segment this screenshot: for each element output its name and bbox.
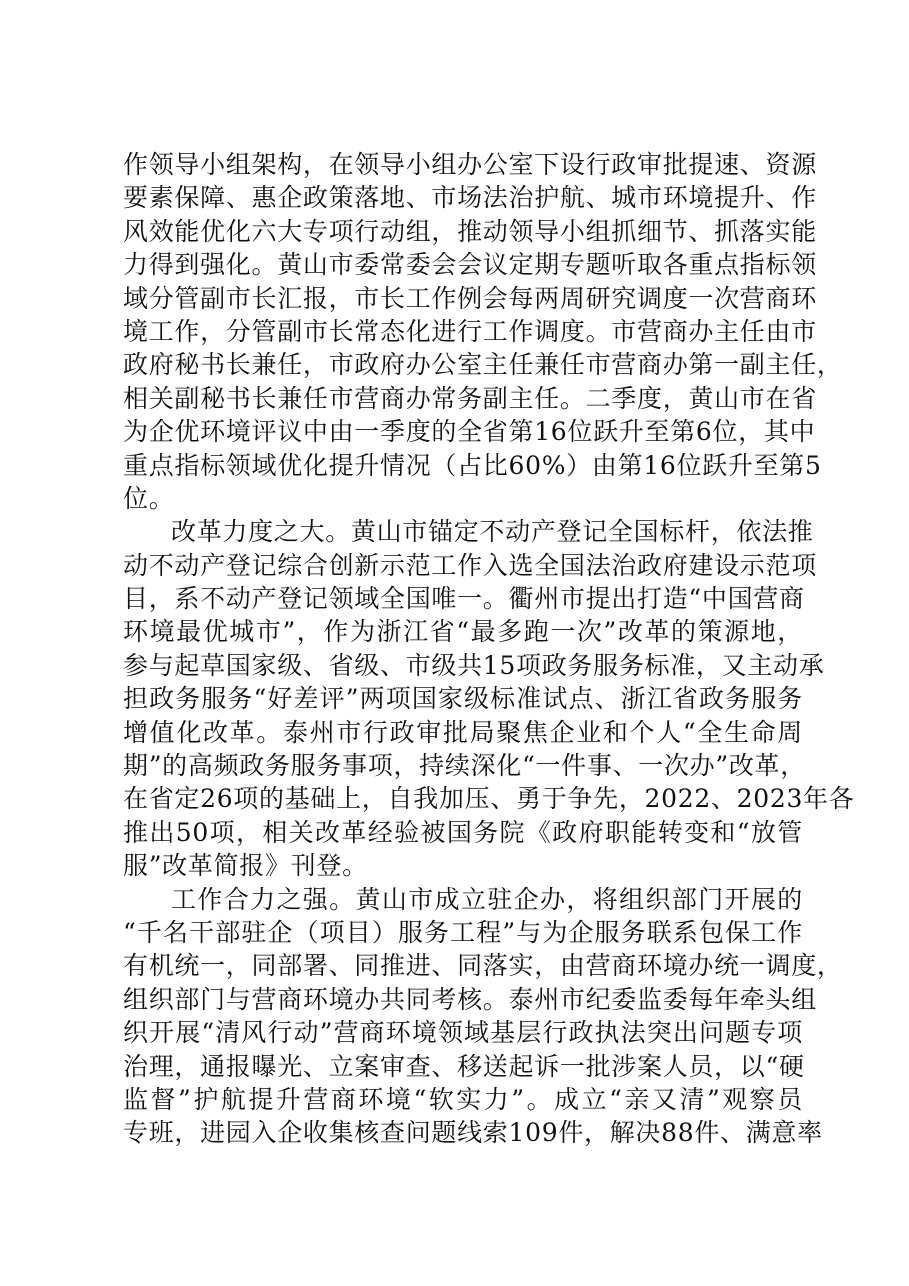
text-line: 力得到强化。黄山市委常委会会议定期专题听取各重点指标领 [123, 250, 817, 280]
paragraph [123, 515, 855, 882]
text-line: 位。 [123, 483, 175, 513]
text-line: 工作合力之强。黄山市成立驻企办，将组织部门开展的 [171, 884, 803, 914]
text-line: 织开展“清风行动”营商环境领域基层行政执法突出问题专项 [123, 1018, 803, 1048]
paragraph [123, 148, 843, 515]
text-line: 专班，进园入企收集核查问题线索109件，解决88件、满意率 [123, 1118, 823, 1148]
text-line: 为企优环境评议中由一季度的全省第16位跃升至第6位，其中 [123, 417, 816, 447]
text-line: 有机统一，同部署、同推进、同落实，由营商环境办统一调度， [123, 951, 843, 981]
text-line: 域分管副市长汇报，市长工作例会每两周研究调度一次营商环 [123, 283, 817, 313]
text-line: 目，系不动产登记领域全国唯一。衢州市提出打造“中国营商 [123, 584, 805, 614]
text-line: 风效能优化六大专项行动组，推动领导小组抓细节、抓落实能 [123, 216, 817, 246]
text-line: 服”改革简报》刊登。 [123, 851, 368, 881]
text-line: 担政务服务“好差评”两项国家级标准试点、浙江省政务服务 [123, 684, 803, 714]
paragraph [123, 883, 843, 1150]
text-line: 作领导小组架构，在领导小组办公室下设行政审批提速、资源 [123, 150, 817, 179]
body-text [123, 148, 855, 1150]
text-line: 参与起草国家级、省级、市级共15项政务服务标准，又主动承 [123, 650, 825, 680]
text-line: 监督”护航提升营商环境“软实力”。成立“亲又清”观察员 [123, 1084, 803, 1114]
text-line: 推出50项，相关改革经验被国务院《政府职能转变和“放管 [123, 817, 803, 847]
text-line: 政府秘书长兼任，市政府办公室主任兼任市营商办第一副主任， [123, 350, 843, 380]
text-line: 境工作，分管副市长常态化进行工作调度。市营商办主任由市 [123, 316, 817, 346]
text-line: 动不动产登记综合创新示范工作入选全国法治政府建设示范项 [123, 550, 817, 580]
text-line: 环境最优城市”，作为浙江省“最多跑一次”改革的策源地， [123, 617, 803, 647]
text-line: 治理，通报曝光、立案审查、移送起诉一批涉案人员，以“硬 [123, 1051, 805, 1081]
text-line: 相关副秘书长兼任市营商办常务副主任。二季度，黄山市在省 [123, 383, 817, 413]
text-line: 组织部门与营商环境办共同考核。泰州市纪委监委每年牵头组 [123, 984, 817, 1014]
text-line: 在省定26项的基础上，自我加压、勇于争先，2022、2023年各 [123, 784, 855, 814]
text-line: 增值化改革。泰州市行政审批局聚焦企业和个人“全生命周 [123, 717, 803, 747]
text-line: “千名干部驻企（项目）服务工程”与为企服务联系包保工作 [123, 917, 803, 947]
text-line: 重点指标领域优化提升情况（占比60%）由第16位跃升至第5 [123, 450, 822, 480]
text-line: 改革力度之大。黄山市锚定不动产登记全国标杆，依法推 [171, 517, 814, 547]
text-line: 期”的高频政务服务事项，持续深化“一件事、一次办”改革， [123, 751, 806, 781]
text-line: 要素保障、惠企政策落地、市场法治护航、城市环境提升、作 [123, 183, 817, 213]
